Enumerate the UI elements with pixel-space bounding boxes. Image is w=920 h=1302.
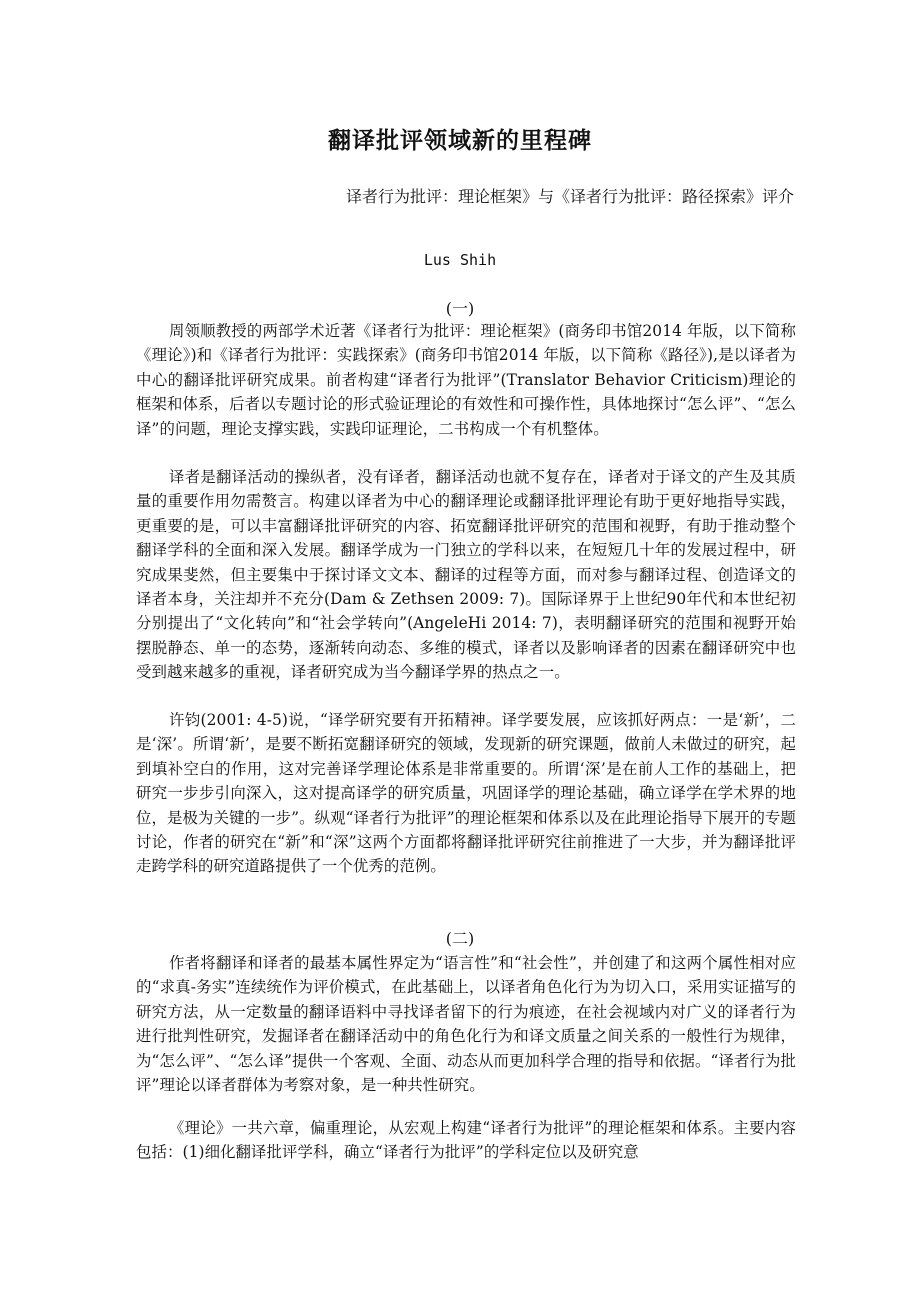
paragraph: 作者将翻译和译者的最基本属性界定为“语言性”和“社会性”，并创建了和这两个属性相对应的“求真-务实”连续统作为评价模式，在此基础上，以译者角色化行为为切入口，采用实证描写的研究方法，从一定数量的翻译语料中寻找译者留下的行为痕迹，在社会视域内对广义的译者行为进行批判性研究，发掘译者在翻译活动中的角色化行为和译文质量之间关系的一般性行为规律，为“怎么评”、“怎么译”提供一个客观、全面、动态从而更加科学合理的指导和依据。“译者行为批评”理论以译者群体为考察对象，是一种共性研究。 bbox=[136, 954, 796, 1095]
author-name: Lus Shih bbox=[423, 251, 497, 269]
section-heading: (一) bbox=[445, 299, 475, 318]
paragraph: 周领顺教授的两部学术近著《译者行为批评：理论框架》(商务印书馆2014 年版，以下简称《理论》)和《译者行为批评：实践探索》(商务印书馆2014 年版，以下简称《路径》),是以译者为中心的翻译批评研究成果。前者构建“译者行为批评”(Translator Behavior Criticism)理论的框架和体系，后者以专题讨论的形式验证理论的有效性和可操作性，具体地探讨“怎么评”、“怎么译”的问题，理论支撑实践，实践印证理论，二书构成一个有机整体。 bbox=[136, 322, 796, 438]
document-subtitle: 译者行为批评：理论框架》与《译者行为批评：路径探索》评介 bbox=[345, 187, 794, 206]
paragraph: 译者是翻译活动的操纵者，没有译者，翻译活动也就不复存在，译者对于译文的产生及其质量的重要作用勿需赘言。构建以译者为中心的翻译理论或翻译批评理论有助于更好地指导实践，更重要的是，可以丰富翻译批评研究的内容、拓宽翻译批评研究的范围和视野，有助于推动整个翻译学科的全面和深入发展。翻译学成为一门独立的学科以来，在短短几十年的发展过程中，研究成果斐然，但主要集中于探讨译文文本、翻译的过程等方面，而对参与翻译过程、创造译文的译者本身，关注却并不充分(Dam & Zethsen 2009: 7)。国际译界于上世纪90年代和本世纪初分别提出了“文化转向”和“社会学转向”(AngeleHi 2014: 7)，表明翻译研究的范围和视野开始摆脱静态、单一的态势，逐渐转向动态、多维的模式，译者以及影响译者的因素在翻译研究中也受到越来越多的重视，译者研究成为当今翻译学界的热点之一。 bbox=[136, 468, 796, 682]
document-title: 翻译批评领域新的里程碑 bbox=[328, 128, 592, 154]
paragraph: 《理论》一共六章，偏重理论，从宏观上构建“译者行为批评”的理论框架和体系。主要内容包括：(1)细化翻译批评学科，确立“译者行为批评”的学科定位以及研究意 bbox=[136, 1119, 796, 1162]
paragraph: 许钧(2001: 4-5)说，“译学研究要有开拓精神。译学要发展，应该抓好两点：一是‘新’，二是‘深’。所谓‘新’，是要不断拓宽翻译研究的领域，发现新的研究课题，做前人未做过的研究，起到填补空白的作用，这对完善译学理论体系是非常重要的。所谓‘深’是在前人工作的基础上，把研究一步步引向深入，这对提高译学的研究质量，巩固译学的理论基础，确立译学在学术界的地位，是极为关键的一步”。纵观“译者行为批评”的理论框架和体系以及在此理论指导下展开的专题讨论，作者的研究在“新”和“深”这两个方面都将翻译批评研究往前推进了一大步，并为翻译批评走跨学科的研究道路提供了一个优秀的范例。 bbox=[136, 711, 796, 876]
section-heading: (二) bbox=[445, 929, 475, 948]
